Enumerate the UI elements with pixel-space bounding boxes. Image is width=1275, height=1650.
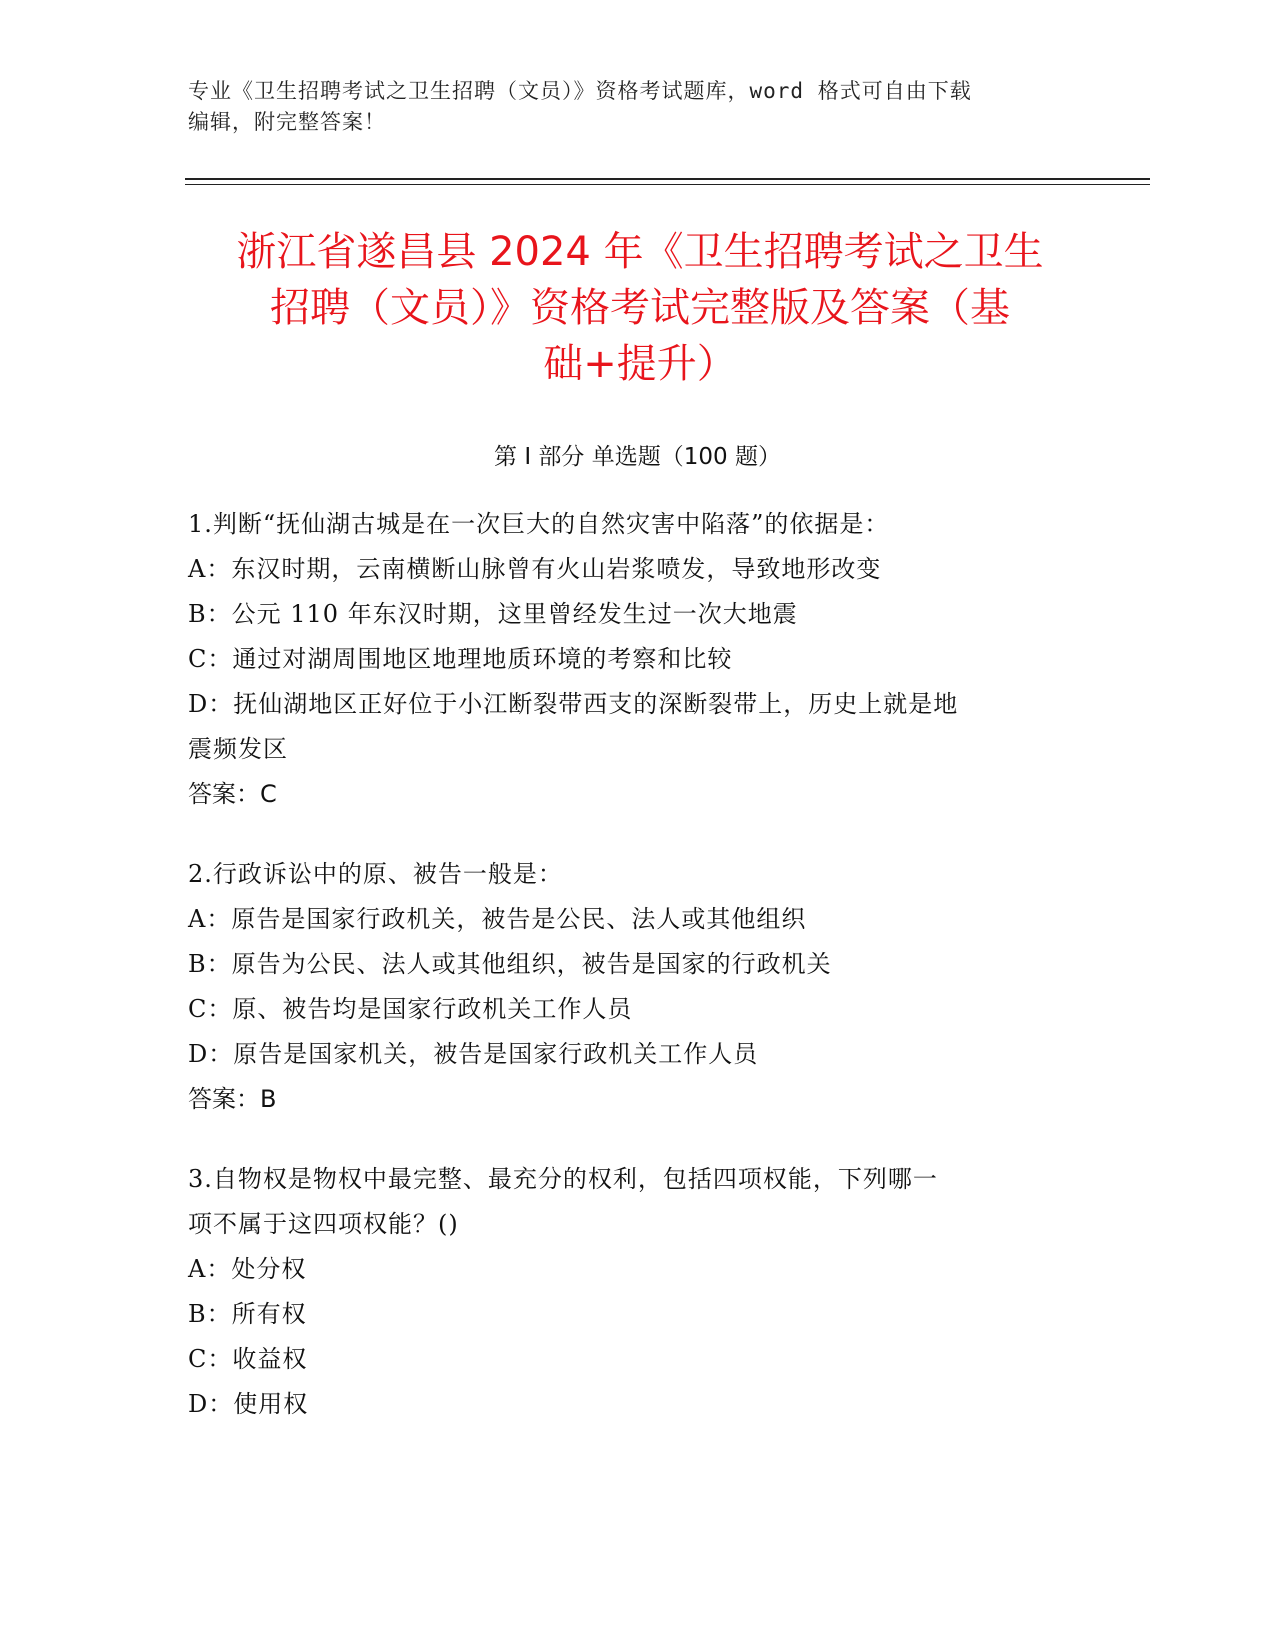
answer: 答案：C [188, 780, 277, 808]
header-line-2: 编辑，附完整答案！ [188, 110, 386, 134]
question-stem: 2.行政诉讼中的原、被告一般是： [188, 860, 563, 888]
question-stem-continued: 项不属于这四项权能？() [188, 1210, 459, 1238]
option-d: D：使用权 [188, 1390, 309, 1418]
option-d-continued: 震频发区 [188, 735, 288, 763]
document-title [150, 224, 1130, 392]
option-d: D：抚仙湖地区正好位于小江断裂带西支的深断裂带上，历史上就是地 [188, 690, 959, 718]
option-b: B：原告为公民、法人或其他组织，被告是国家的行政机关 [188, 950, 832, 978]
option-d: D：原告是国家机关，被告是国家行政机关工作人员 [188, 1040, 759, 1068]
option-a: A：处分权 [188, 1255, 307, 1283]
question-stem: 3.自物权是物权中最完整、最充分的权利，包括四项权能，下列哪一 [188, 1165, 938, 1193]
header-line-1: 专业《卫生招聘考试之卫生招聘（文员）》资格考试题库，word 格式可自由下载 [188, 79, 972, 103]
title-line-3: 础+提升） [543, 341, 737, 387]
option-a: A：原告是国家行政机关，被告是公民、法人或其他组织 [188, 905, 807, 933]
title-line-2: 招聘（文员）》资格考试完整版及答案（基 [270, 285, 1010, 331]
question-2 [188, 852, 1088, 1122]
header-divider-thin [185, 184, 1150, 185]
question-1 [188, 502, 1088, 817]
option-a: A：东汉时期，云南横断山脉曾有火山岩浆喷发，导致地形改变 [188, 555, 882, 583]
answer: 答案：B [188, 1085, 277, 1113]
option-b: B：公元 110 年东汉时期，这里曾经发生过一次大地震 [188, 600, 798, 628]
title-line-1: 浙江省遂昌县 2024 年《卫生招聘考试之卫生 [236, 229, 1044, 275]
question-stem: 1.判断“抚仙湖古城是在一次巨大的自然灾害中陷落”的依据是： [188, 510, 890, 538]
option-c: C：通过对湖周围地区地理地质环境的考察和比较 [188, 645, 733, 673]
section-heading: 第 I 部分 单选题（100 题） [494, 444, 781, 470]
option-c: C：收益权 [188, 1345, 308, 1373]
document-header [188, 76, 1068, 138]
header-divider-thick [185, 178, 1150, 180]
question-3 [188, 1157, 1088, 1427]
option-c: C：原、被告均是国家行政机关工作人员 [188, 995, 633, 1023]
option-b: B：所有权 [188, 1300, 307, 1328]
